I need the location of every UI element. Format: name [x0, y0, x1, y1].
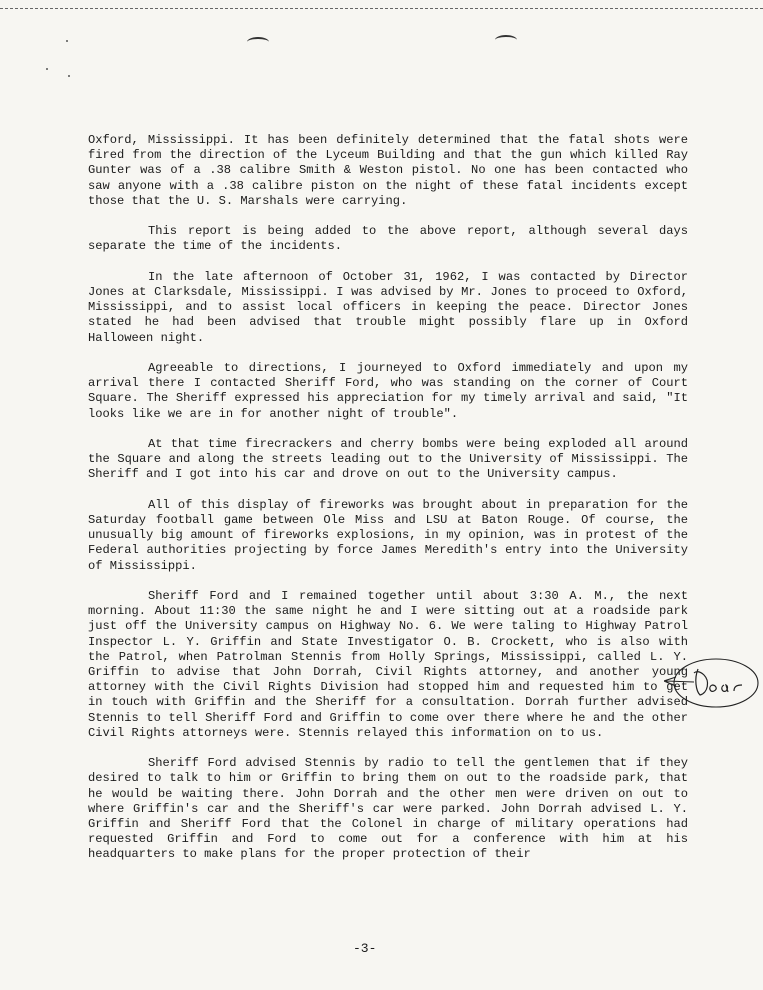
speck	[68, 75, 70, 77]
paragraph-8: Sheriff Ford advised Stennis by radio to tell the gentlemen that if they desired to talk to him or Griffin to bring them on out to the roadside park, that he would be waiting there. John Dorrah and the other men were driven on out to where Griffin's car and the Sheriff's car were parked. John Dorrah advised L. Y. Griffin and Sheriff Ford that the Colonel in charge of military operations had requested Griffin and Ford to come out for a conference with him at his headquarters to make plans for the proper protection of their	[88, 756, 688, 862]
paragraph-7: Sheriff Ford and I remained together until about 3:30 A. M., the next morning. About 11:30 the same night he and I were sitting out at a roadside park just off the University campus on Highway No. 6. We were taling to Highway Patrol Inspector L. Y. Griffin and State Investigator O. B. Crockett, who is also with the Patrol, when Patrolman Stennis from Holly Springs, Mississippi, called L. Y. Griffin to advise that John Dorrah, Civil Rights attorney, and another young attorney with the Civil Rights Division had stopped him and requested him to get in touch with Griffin and the Sheriff for a consultation. Dorrah further advised Stennis to tell Sheriff Ford and Griffin to come over there where he and the other Civil Rights attorneys were. Stennis relayed this information on to us.	[88, 589, 688, 740]
paragraph-1: Oxford, Mississippi. It has been definitely determined that the fatal shots were fired from the direction of the Lyceum Building and that the gun which killed Ray Gunter was of a .38 calibre Smith & Weston pistol. No one has been contacted who saw anyone with a .38 calibre piston on the night of these fatal incidents except those that the U. S. Marshals were carrying.	[88, 133, 688, 208]
speck	[46, 68, 48, 70]
page-top-edge	[0, 0, 763, 9]
punch-mark-right	[495, 35, 517, 45]
page-number: -3-	[353, 941, 377, 956]
document-body	[88, 133, 688, 878]
paragraph-3: In the late afternoon of October 31, 1962, I was contacted by Director Jones at Clarksdale, Mississippi. I was advised by Mr. Jones to proceed to Oxford, Mississippi, and to assist local officers in keeping the peace. Director Jones stated he had been advised that trouble might possibly flare up in Oxford Halloween night.	[88, 269, 688, 345]
speck	[66, 40, 68, 42]
handwritten-margin-note	[664, 655, 760, 711]
paragraph-5: At that time firecrackers and cherry bombs were being exploded all around the Square and along the streets leading out to the University of Mississippi. The Sheriff and I got into his car and drove on out to the University campus.	[88, 437, 688, 482]
paragraph-6: All of this display of fireworks was brought about in preparation for the Saturday football game between Ole Miss and LSU at Baton Rouge. Of course, the unusually big amount of fireworks explosions, in my opinion, was in protest of the Federal authorities projecting by force James Meredith's entry into the University of Mississippi.	[88, 497, 688, 573]
paragraph-2: This report is being added to the above report, although several days separate the time of the incidents.	[88, 224, 688, 254]
punch-mark-left	[247, 37, 269, 47]
paragraph-4: Agreeable to directions, I journeyed to Oxford immediately and upon my arrival there I contacted Sheriff Ford, who was standing on the corner of Court Square. The Sheriff expressed his appreciation for my timely arrival and said, "It looks like we are in for another night of trouble".	[88, 361, 688, 421]
